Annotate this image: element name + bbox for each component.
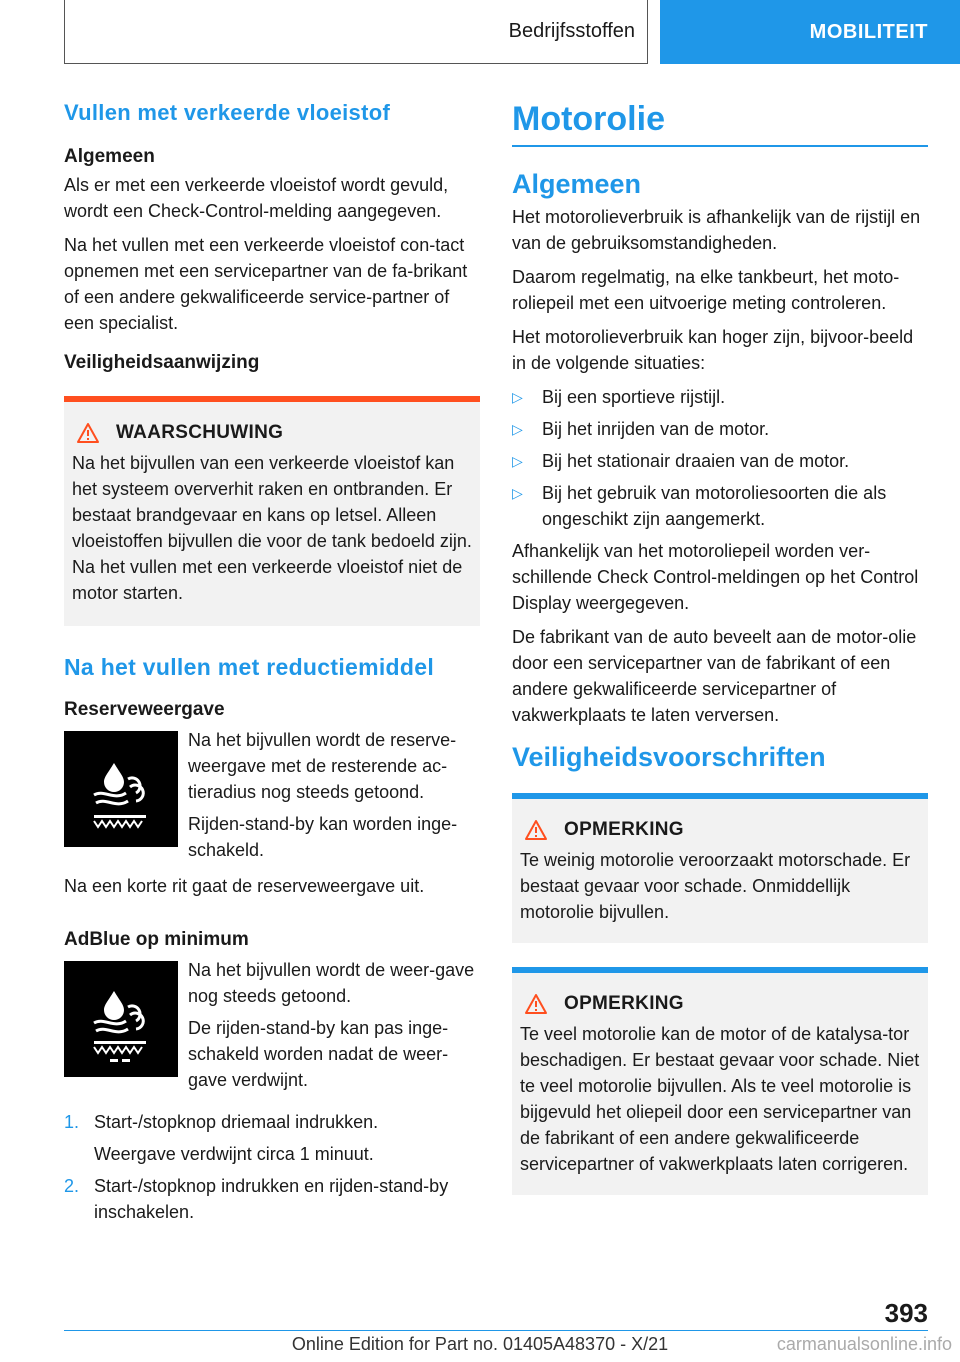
triangle-bullet-icon: ▷ bbox=[512, 485, 523, 501]
note-body: Te weinig motorolie veroorzaakt motorschade. Er bestaat gevaar voor schade. Onmiddellijk motorolie bijvullen. bbox=[520, 850, 911, 922]
heading-general-oil: Algemeen bbox=[512, 169, 642, 199]
list-item-text: Bij het stationair draaien van de motor. bbox=[542, 451, 850, 471]
list-item-text: Bij een sportieve rijstijl. bbox=[542, 387, 726, 407]
steps-list bbox=[64, 1109, 480, 1225]
warning-triangle-icon bbox=[76, 422, 100, 444]
warning-title-text: WAARSCHUWING bbox=[116, 422, 284, 443]
heading-general: Algemeen bbox=[64, 146, 155, 167]
warning-triangle-icon bbox=[524, 993, 548, 1015]
paragraph: Na het vullen met een verkeerde vloeistof con-tact opnemen met een servicepartner van de fa-brikant of een andere gekwalificeerde service-partner of een specialist. bbox=[64, 235, 468, 333]
paragraph: Het motorolieverbruik is afhankelijk van de rijstijl en van de gebruiksomstandigheden. bbox=[512, 207, 921, 253]
step-item bbox=[64, 1109, 480, 1167]
warning-body: Na het bijvullen van een verkeerde vloeistof kan het systeem oververhit raken en ontbranden. Er bestaat brandgevaar en kans op letsel. Alleen vloeistoffen bijvullen die voor de tank bedoeld zijn. Na het vullen met een verkeerde vloeistof niet de motor starten. bbox=[72, 453, 472, 603]
list-item bbox=[512, 480, 928, 532]
paragraph: Als er met een verkeerde vloeistof wordt gevuld, wordt een Check-Control-melding aangegeven. bbox=[64, 175, 449, 221]
warning-title bbox=[72, 422, 472, 444]
paragraph: De fabrikant van de auto beveelt aan de motor-olie door een servicepartner van de fabrikant of een andere gekwalificeerde servicepartner of vakwerkplaats te laten verversen. bbox=[512, 627, 917, 725]
note-title-text: OPMERKING bbox=[564, 819, 684, 840]
note-box bbox=[512, 967, 928, 1195]
list-item bbox=[512, 416, 928, 442]
step-number: 1. bbox=[64, 1112, 80, 1132]
section-title-text: Bedrijfsstoffen bbox=[508, 20, 635, 42]
reserve-row bbox=[64, 727, 480, 869]
triangle-bullet-icon: ▷ bbox=[512, 421, 523, 437]
heading-after-fill: Na het vullen met reductiemiddel bbox=[64, 654, 435, 680]
paragraph: Het motorolieverbruik kan hoger zijn, bijvoor-beeld in de volgende situaties: bbox=[512, 327, 914, 373]
footer-edition: Online Edition for Part no. 01405A48370 - X/21 bbox=[291, 1334, 669, 1354]
note-box bbox=[512, 793, 928, 943]
paragraph: Afhankelijk van het motoroliepeil worden ver-schillende Check Control-meldingen op het Control Display weergegeven. bbox=[512, 541, 919, 613]
reserve-text bbox=[188, 727, 480, 869]
chapter-tab bbox=[660, 0, 960, 64]
list-item-text: Bij het gebruik van motoroliesoorten die als ongeschikt zijn aangemerkt. bbox=[542, 483, 887, 529]
adblue-row bbox=[64, 957, 480, 1099]
step-subtext: Weergave verdwijnt circa 1 minuut. bbox=[94, 1144, 374, 1164]
adblue-reserve-icon bbox=[64, 731, 178, 847]
heading-safety: Veiligheidsaanwijzing bbox=[64, 352, 260, 373]
watermark: carmanualsonline.info bbox=[776, 1334, 952, 1354]
heading-reserve: Reserveweergave bbox=[64, 699, 225, 720]
paragraph: Na het bijvullen wordt de weer-gave nog steeds getoond. bbox=[188, 960, 475, 1006]
paragraph: De rijden-stand-by kan pas inge-schakeld worden nadat de weer-gave verdwijnt. bbox=[188, 1018, 449, 1090]
heading-motor-oil: Motorolie bbox=[512, 100, 928, 147]
list-item bbox=[512, 384, 928, 410]
step-item bbox=[64, 1173, 480, 1225]
note-body: Te veel motorolie kan de motor of de katalysa-tor beschadigen. Er bestaat gevaar voor schade. Niet te veel motorolie bijvullen. Als te veel motorolie is bijgevuld het oliepeil door een servicepartner van de fabrikant of een andere gekwalificeerde servicepartner of vakwerkplaats laten corrigeren. bbox=[520, 1024, 920, 1174]
paragraph: Daarom regelmatig, na elke tankbeurt, het moto-roliepeil met een uitvoerige meting controleren. bbox=[512, 267, 900, 313]
note-title bbox=[520, 993, 920, 1015]
left-column bbox=[64, 100, 480, 1231]
heading-safety-rules: Veiligheidsvoorschriften bbox=[512, 742, 826, 772]
triangle-bullet-icon: ▷ bbox=[512, 389, 523, 405]
list-item-text: Bij het inrijden van de motor. bbox=[542, 419, 770, 439]
step-text: Start-/stopknop indrukken en rijden-stand-by inschakelen. bbox=[94, 1176, 449, 1222]
footer-divider bbox=[64, 1330, 928, 1331]
paragraph: Rijden-stand-by kan worden inge-schakeld. bbox=[188, 814, 458, 860]
section-title bbox=[64, 0, 648, 64]
paragraph: Na een korte rit gaat de reserveweergave uit. bbox=[64, 876, 425, 896]
heading-adblue-min: AdBlue op minimum bbox=[64, 929, 249, 950]
adblue-minimum-icon bbox=[64, 961, 178, 1077]
triangle-bullet-icon: ▷ bbox=[512, 453, 523, 469]
page-number: 393 bbox=[884, 1298, 928, 1328]
paragraph: Na het bijvullen wordt de reserve-weergave met de resterende ac-tieradius nog steeds getoond. bbox=[188, 730, 457, 802]
step-text: Start-/stopknop driemaal indrukken. bbox=[94, 1112, 379, 1132]
step-number: 2. bbox=[64, 1176, 80, 1196]
list-item bbox=[512, 448, 928, 474]
note-title-text: OPMERKING bbox=[564, 993, 684, 1014]
note-title bbox=[520, 819, 920, 841]
heading-wrong-fluid: Vullen met verkeerde vloeistof bbox=[64, 100, 391, 125]
adblue-text bbox=[188, 957, 480, 1099]
situations-list bbox=[512, 384, 928, 532]
right-column bbox=[512, 100, 928, 1219]
warning-box bbox=[64, 396, 480, 626]
warning-triangle-icon bbox=[524, 819, 548, 841]
chapter-tab-text: MOBILITEIT bbox=[809, 20, 928, 43]
